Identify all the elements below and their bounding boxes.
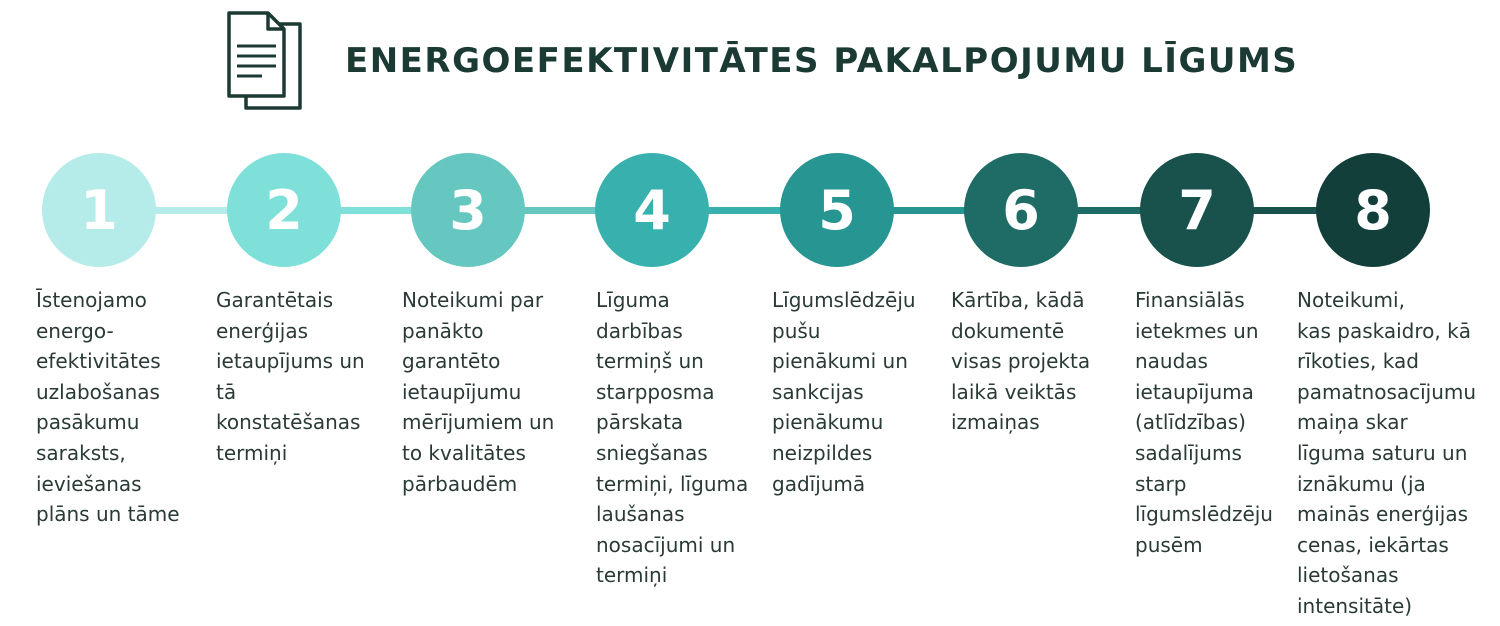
step-description-3: Noteikumi par panākto garantēto ietaupījumu mērījumiem un to kvalitātes pārbaudēm — [402, 288, 555, 496]
step-number: 4 — [633, 178, 671, 242]
step-circle-8 — [1316, 153, 1430, 267]
step-description-7: Finansiālās ietekmes un naudas ietaupījuma (atlīdzības) sadalījums starp līgumslēdzēju pusēm — [1135, 288, 1273, 557]
step-circle-5 — [780, 153, 894, 267]
page-title: ENERGOEFEKTIVITĀTES PAKALPOJUMU LĪGUMS — [345, 41, 1299, 81]
document-copy-icon — [224, 10, 306, 112]
step-circle-3 — [411, 153, 525, 267]
step-circle-1 — [42, 153, 156, 267]
step-number: 2 — [265, 178, 303, 242]
step-circle-7 — [1140, 153, 1254, 267]
step-number: 6 — [1002, 178, 1040, 242]
step-description-1: Īstenojamo energo- efektivitātes uzlabošanas pasākumu saraksts, ieviešanas plāns un tāme — [36, 288, 180, 527]
step-description-4: Līguma darbības termiņš un starpposma pārskata sniegšanas termiņi, līguma laušanas nosacījumi un termiņi — [596, 288, 749, 588]
step-circle-2 — [227, 153, 341, 267]
step-circle-4 — [595, 153, 709, 267]
step-number: 3 — [449, 178, 487, 242]
step-circle-6 — [964, 153, 1078, 267]
step-number: 7 — [1178, 178, 1216, 242]
step-number: 1 — [80, 178, 118, 242]
step-description-8: Noteikumi, kas paskaidro, kā rīkoties, kad pamatnosacījumu maiņa skar līguma saturu un iznākumu (ja mainās enerģijas cenas, iekārtas lietošanas intensitāte) — [1297, 288, 1477, 618]
step-description-2: Garantētais enerģijas ietaupījums un tā konstatēšanas termiņi — [216, 288, 365, 465]
step-number: 5 — [818, 178, 856, 242]
step-description-6: Kārtība, kādā dokumentē visas projekta laikā veiktās izmaiņas — [951, 288, 1091, 435]
step-description-5: Līgumslēdzēju pušu pienākumi un sankcijas pienākumu neizpildes gadījumā — [772, 288, 916, 496]
step-number: 8 — [1354, 178, 1392, 242]
